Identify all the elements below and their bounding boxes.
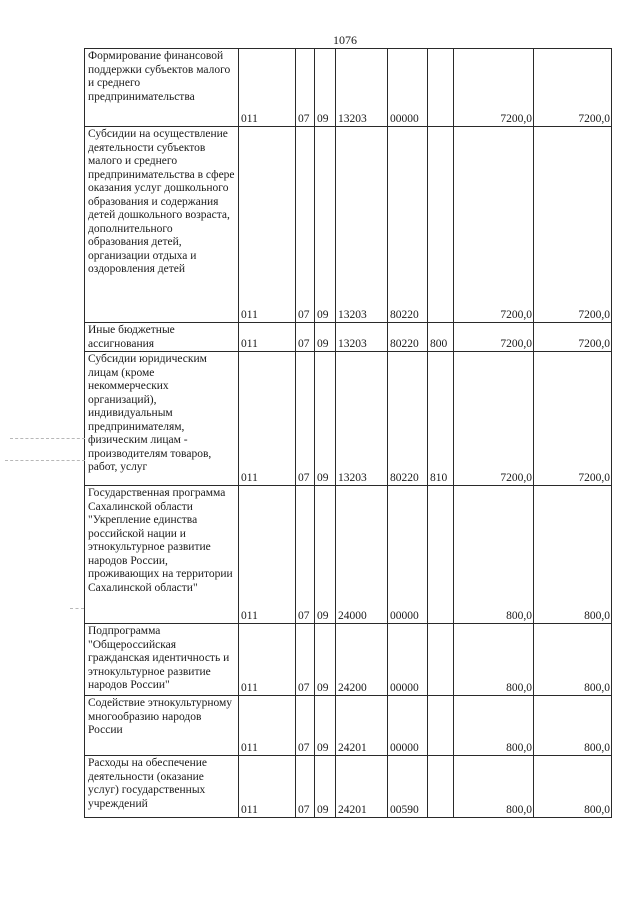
- ministry-code: 011: [239, 756, 296, 818]
- expense-type-code: 800: [428, 323, 454, 352]
- amount-year-2: 7200,0: [534, 127, 612, 323]
- row-name: Содействие этнокультурному многообразию народов России: [85, 696, 239, 756]
- section-code: 07: [296, 127, 315, 323]
- direction-code: 00590: [388, 756, 428, 818]
- section-code: 07: [296, 486, 315, 624]
- program-code: 24201: [336, 756, 388, 818]
- scan-mark: [10, 438, 85, 439]
- subsection-code: 09: [315, 352, 336, 486]
- section-code: 07: [296, 352, 315, 486]
- subsection-code: 09: [315, 486, 336, 624]
- amount-year-2: 7200,0: [534, 323, 612, 352]
- subsection-code: 09: [315, 756, 336, 818]
- scan-mark: [5, 460, 85, 461]
- page-number: 1076: [333, 33, 357, 47]
- program-code: 24201: [336, 696, 388, 756]
- amount-year-1: 800,0: [454, 756, 534, 818]
- scan-mark: [70, 608, 84, 609]
- row-name: Государственная программа Сахалинской области "Укрепление единства российской нации и этнокультурное развитие народов России, проживающих на территории Сахалинской области": [85, 486, 239, 624]
- amount-year-1: 800,0: [454, 696, 534, 756]
- table-row: [85, 624, 612, 696]
- direction-code: 00000: [388, 624, 428, 696]
- program-code: 24200: [336, 624, 388, 696]
- direction-code: 80220: [388, 127, 428, 323]
- table-row: [85, 486, 612, 624]
- expense-type-code: 810: [428, 352, 454, 486]
- section-code: 07: [296, 323, 315, 352]
- amount-year-1: 800,0: [454, 486, 534, 624]
- program-code: 13203: [336, 49, 388, 127]
- ministry-code: 011: [239, 352, 296, 486]
- subsection-code: 09: [315, 624, 336, 696]
- budget-table: [84, 48, 612, 818]
- row-name: Субсидии юридическим лицам (кроме некоммерческих организаций), индивидуальным предпринимателям, физическим лицам - производителям товаров, работ, услуг: [85, 352, 239, 486]
- program-code: 13203: [336, 352, 388, 486]
- program-code: 13203: [336, 127, 388, 323]
- row-name: Иные бюджетные ассигнования: [85, 323, 239, 352]
- amount-year-1: 7200,0: [454, 49, 534, 127]
- expense-type-code: [428, 756, 454, 818]
- section-code: 07: [296, 624, 315, 696]
- expense-type-code: [428, 624, 454, 696]
- section-code: 07: [296, 696, 315, 756]
- subsection-code: 09: [315, 696, 336, 756]
- program-code: 13203: [336, 323, 388, 352]
- table-row: [85, 323, 612, 352]
- table-row: [85, 352, 612, 486]
- section-code: 07: [296, 49, 315, 127]
- ministry-code: 011: [239, 127, 296, 323]
- amount-year-1: 7200,0: [454, 127, 534, 323]
- row-name: Формирование финансовой поддержки субъектов малого и среднего предпринимательства: [85, 49, 239, 127]
- ministry-code: 011: [239, 486, 296, 624]
- expense-type-code: [428, 127, 454, 323]
- expense-type-code: [428, 486, 454, 624]
- direction-code: 00000: [388, 486, 428, 624]
- amount-year-1: 7200,0: [454, 323, 534, 352]
- program-code: 24000: [336, 486, 388, 624]
- table-row: [85, 756, 612, 818]
- amount-year-2: 800,0: [534, 696, 612, 756]
- row-name: Подпрограмма "Общероссийская гражданская идентичность и этнокультурное развитие народов России": [85, 624, 239, 696]
- subsection-code: 09: [315, 49, 336, 127]
- row-name: Субсидии на осуществление деятельности субъектов малого и среднего предпринимательства в сфере оказания услуг дошкольного образования и содержания детей дошкольного возраста, дополнительного образования детей, организации отдыха и оздоровления детей: [85, 127, 239, 323]
- section-code: 07: [296, 756, 315, 818]
- amount-year-2: 800,0: [534, 486, 612, 624]
- table-row: [85, 49, 612, 127]
- table-row: [85, 127, 612, 323]
- direction-code: 00000: [388, 696, 428, 756]
- amount-year-2: 7200,0: [534, 352, 612, 486]
- amount-year-1: 7200,0: [454, 352, 534, 486]
- direction-code: 80220: [388, 352, 428, 486]
- amount-year-2: 800,0: [534, 624, 612, 696]
- expense-type-code: [428, 49, 454, 127]
- ministry-code: 011: [239, 49, 296, 127]
- subsection-code: 09: [315, 323, 336, 352]
- ministry-code: 011: [239, 624, 296, 696]
- table-row: [85, 696, 612, 756]
- ministry-code: 011: [239, 323, 296, 352]
- amount-year-1: 800,0: [454, 624, 534, 696]
- direction-code: 00000: [388, 49, 428, 127]
- expense-type-code: [428, 696, 454, 756]
- amount-year-2: 800,0: [534, 756, 612, 818]
- direction-code: 80220: [388, 323, 428, 352]
- amount-year-2: 7200,0: [534, 49, 612, 127]
- subsection-code: 09: [315, 127, 336, 323]
- ministry-code: 011: [239, 696, 296, 756]
- row-name: Расходы на обеспечение деятельности (оказание услуг) государственных учреждений: [85, 756, 239, 818]
